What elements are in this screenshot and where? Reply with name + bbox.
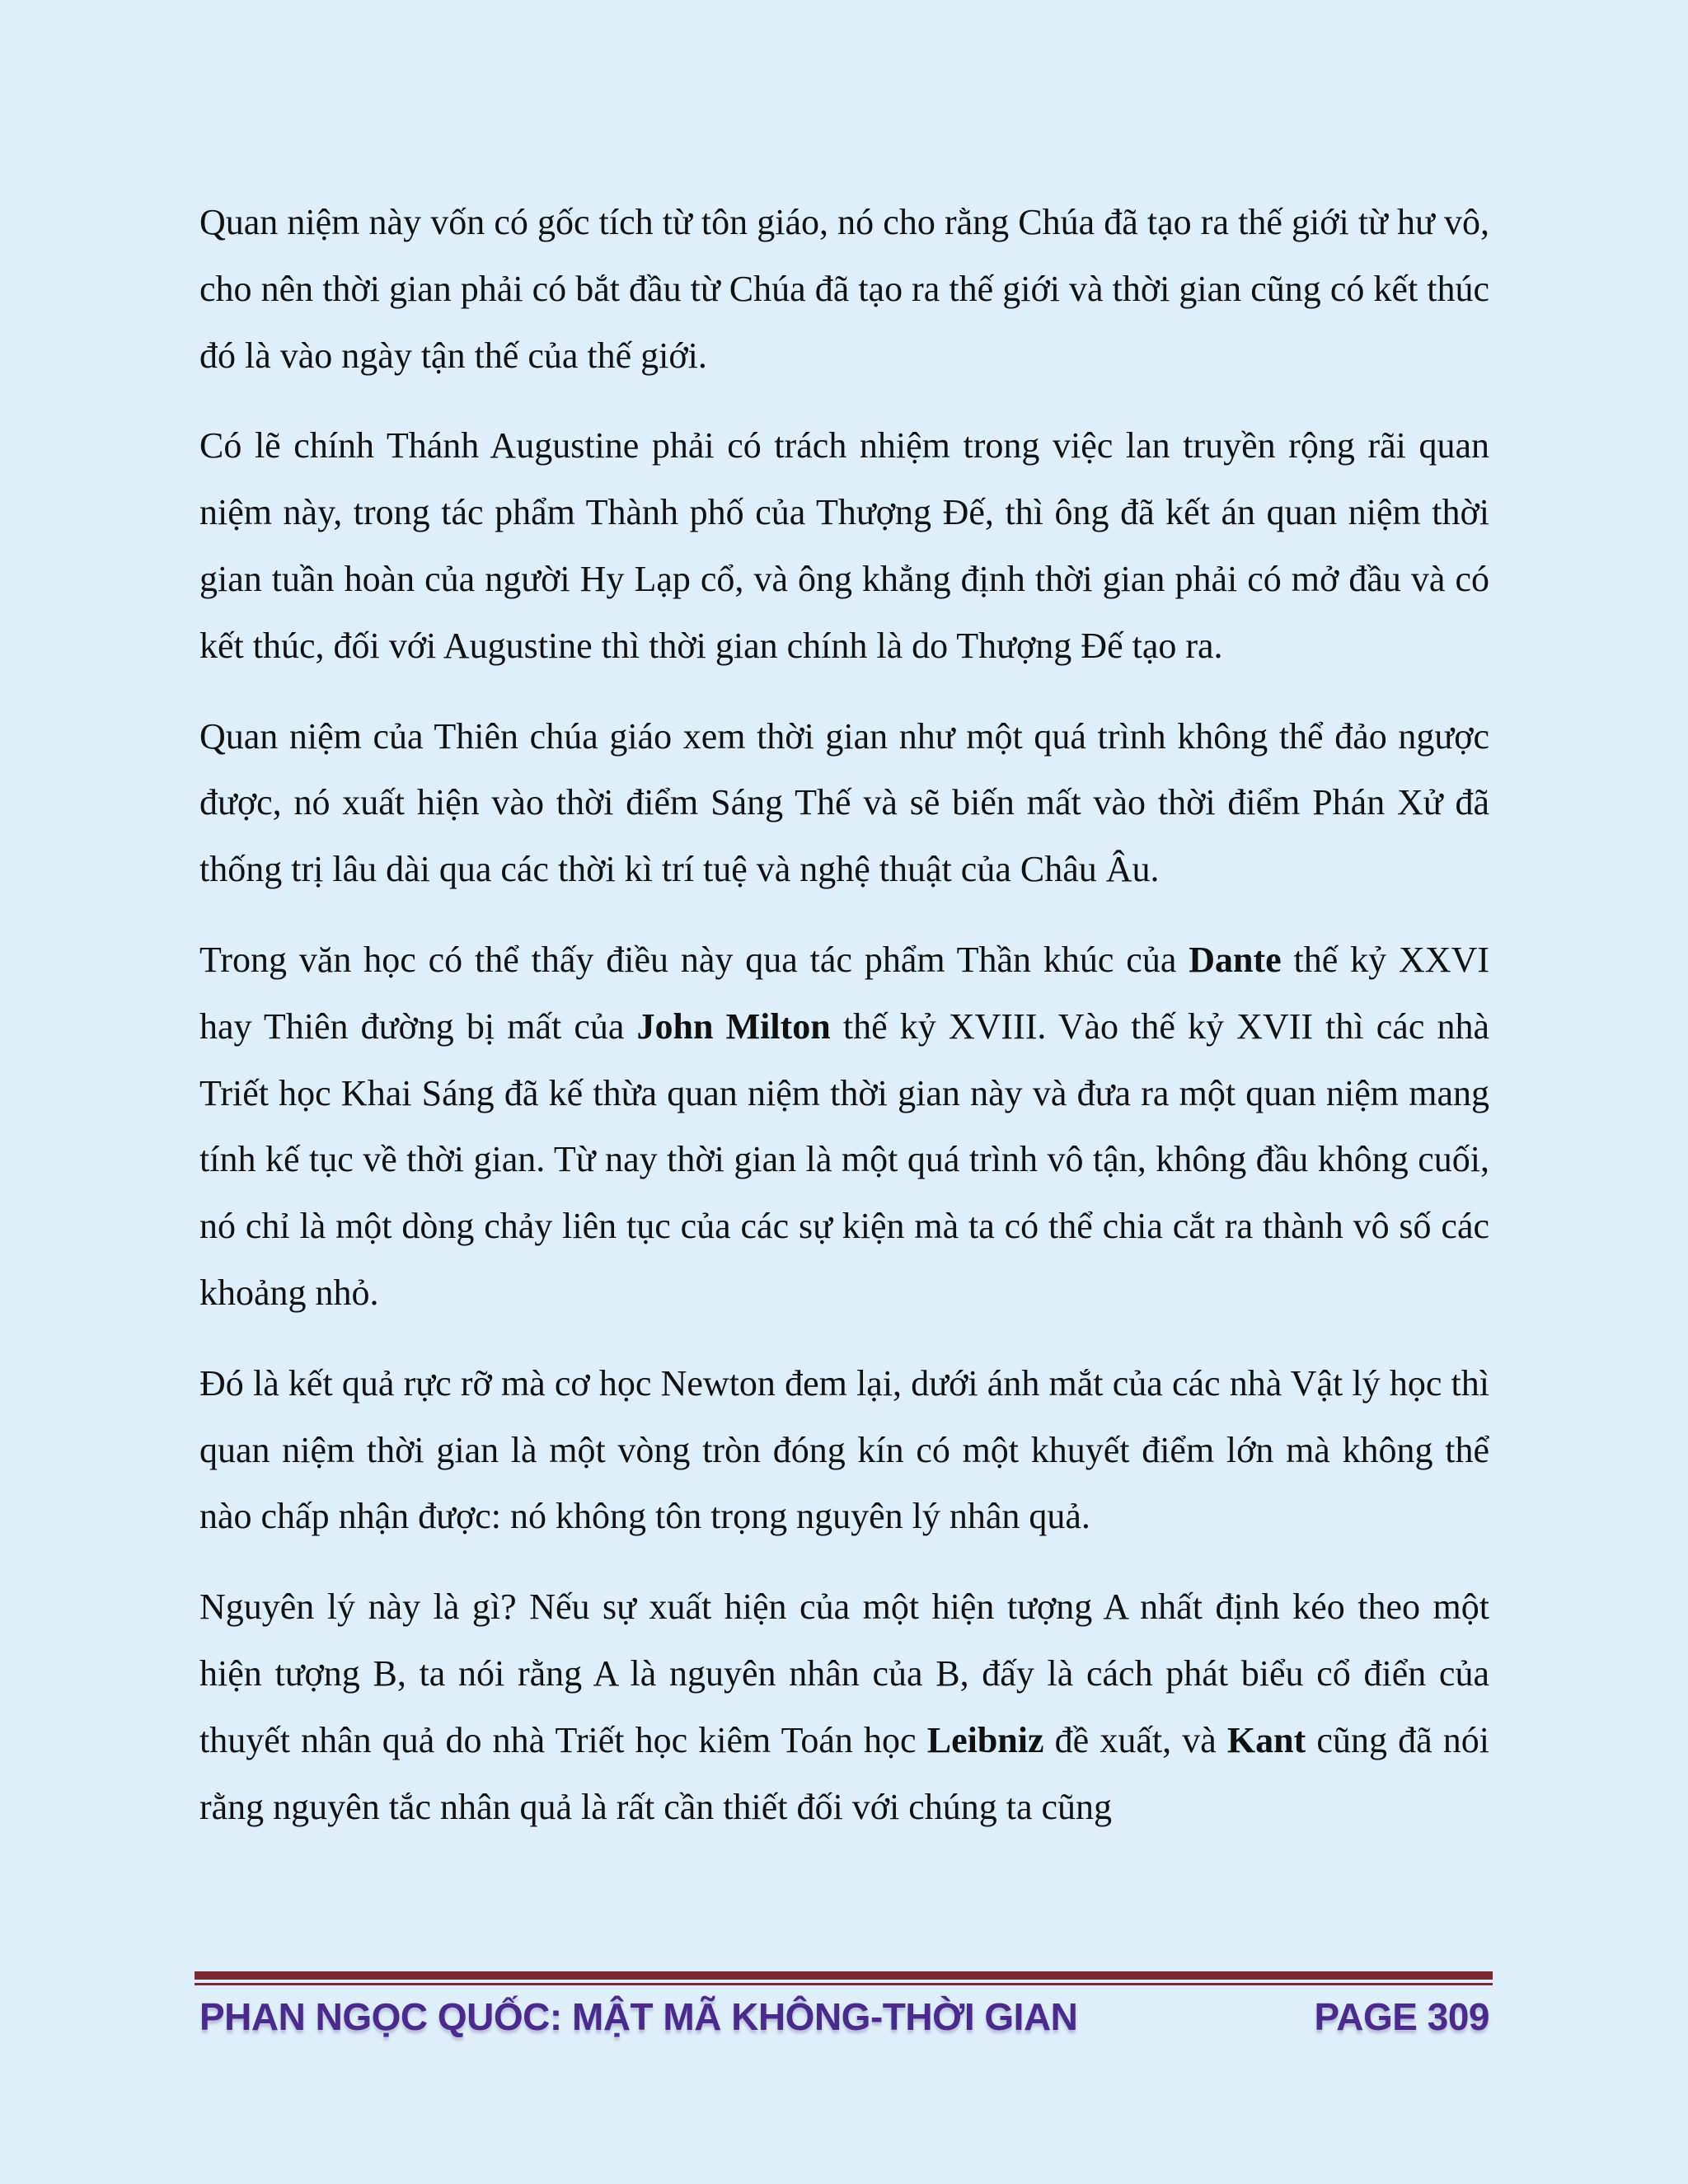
bold-name-text: John Milton: [636, 1005, 831, 1047]
paragraph-text: Đó là kết quả rực rỡ mà cơ học Newton đem lại, dưới ánh mắt của các nhà Vật lý học thì quan niệm thời gian là một vòng tròn đóng kín có một khuyết điểm lớn mà không thể nào chấp nhận được: nó không tôn trọng nguyên lý nhân quả.: [199, 1362, 1489, 1537]
footer-divider-thin: [195, 1983, 1493, 1985]
paragraph-1: [199, 190, 1489, 389]
paragraph-2: [199, 413, 1489, 679]
paragraph-6: [199, 1574, 1489, 1840]
paragraph-text: cũng đã nói rằng nguyên tắc nhân quả là rất cần thiết đối với chúng ta cũng: [199, 1719, 1489, 1827]
paragraph-text: đề xuất, và: [1043, 1719, 1227, 1760]
bold-name-text: Leibniz: [926, 1719, 1044, 1760]
paragraph-3: [199, 704, 1489, 903]
footer-divider-thick: [195, 1971, 1493, 1980]
paragraph-text: thế kỷ XVIII. Vào thế kỷ XVII thì các nhà Triết học Khai Sáng đã kế thừa quan niệm thời gian này và đưa ra một quan niệm mang tính kế tục về thời gian. Từ nay thời gian là một quá trình vô tận, không đầu không cuối, nó chỉ là một dòng chảy liên tục của các sự kiện mà ta có thể chia cắt ra thành vô số các khoảng nhỏ.: [199, 1005, 1490, 1313]
paragraph-text: Quan niệm của Thiên chúa giáo xem thời gian như một quá trình không thể đảo ngược được, nó xuất hiện vào thời điểm Sáng Thế và sẽ biến mất vào thời điểm Phán Xử đã thống trị lâu dài qua các thời kì trí tuệ và nghệ thuật của Châu Âu.: [199, 715, 1489, 890]
paragraph-text: thế kỷ XXVI hay Thiên đường bị mất của: [199, 939, 1489, 1047]
bold-name-text: Kant: [1226, 1719, 1306, 1760]
footer-page-number: PAGE 309: [1314, 1995, 1489, 2038]
paragraph-text: Quan niệm này vốn có gốc tích từ tôn giáo, nó cho rằng Chúa đã tạo ra thế giới từ hư vô, cho nên thời gian phải có bắt đầu từ Chúa đã tạo ra thế giới và thời gian cũng có kết thúc đó là vào ngày tận thế của thế giới.: [199, 202, 1489, 376]
bold-name-text: Dante: [1189, 939, 1282, 980]
footer-book-title: PHAN NGỌC QUỐC: MẬT MÃ KHÔNG-THỜI GIAN: [199, 1995, 1078, 2038]
page-body: [199, 190, 1489, 1864]
page-footer: [199, 1988, 1489, 2046]
paragraph-text: Trong văn học có thể thấy điều này qua tác phẩm Thần khúc của: [199, 939, 1189, 980]
paragraph-text: Có lẽ chính Thánh Augustine phải có trách nhiệm trong việc lan truyền rộng rãi quan niệm này, trong tác phẩm Thành phố của Thượng Đế, thì ông đã kết án quan niệm thời gian tuần hoàn của người Hy Lạp cổ, và ông khẳng định thời gian phải có mở đầu và có kết thúc, đối với Augustine thì thời gian chính là do Thượng Đế tạo ra.: [199, 425, 1489, 666]
paragraph-text: Nguyên lý này là gì? Nếu sự xuất hiện của một hiện tượng A nhất định kéo theo một hiện tượng B, ta nói rằng A là nguyên nhân của B, đấy là cách phát biểu cổ điển của thuyết nhân quả do nhà Triết học kiêm Toán học: [199, 1586, 1489, 1760]
paragraph-4: [199, 927, 1489, 1327]
paragraph-5: [199, 1351, 1489, 1550]
